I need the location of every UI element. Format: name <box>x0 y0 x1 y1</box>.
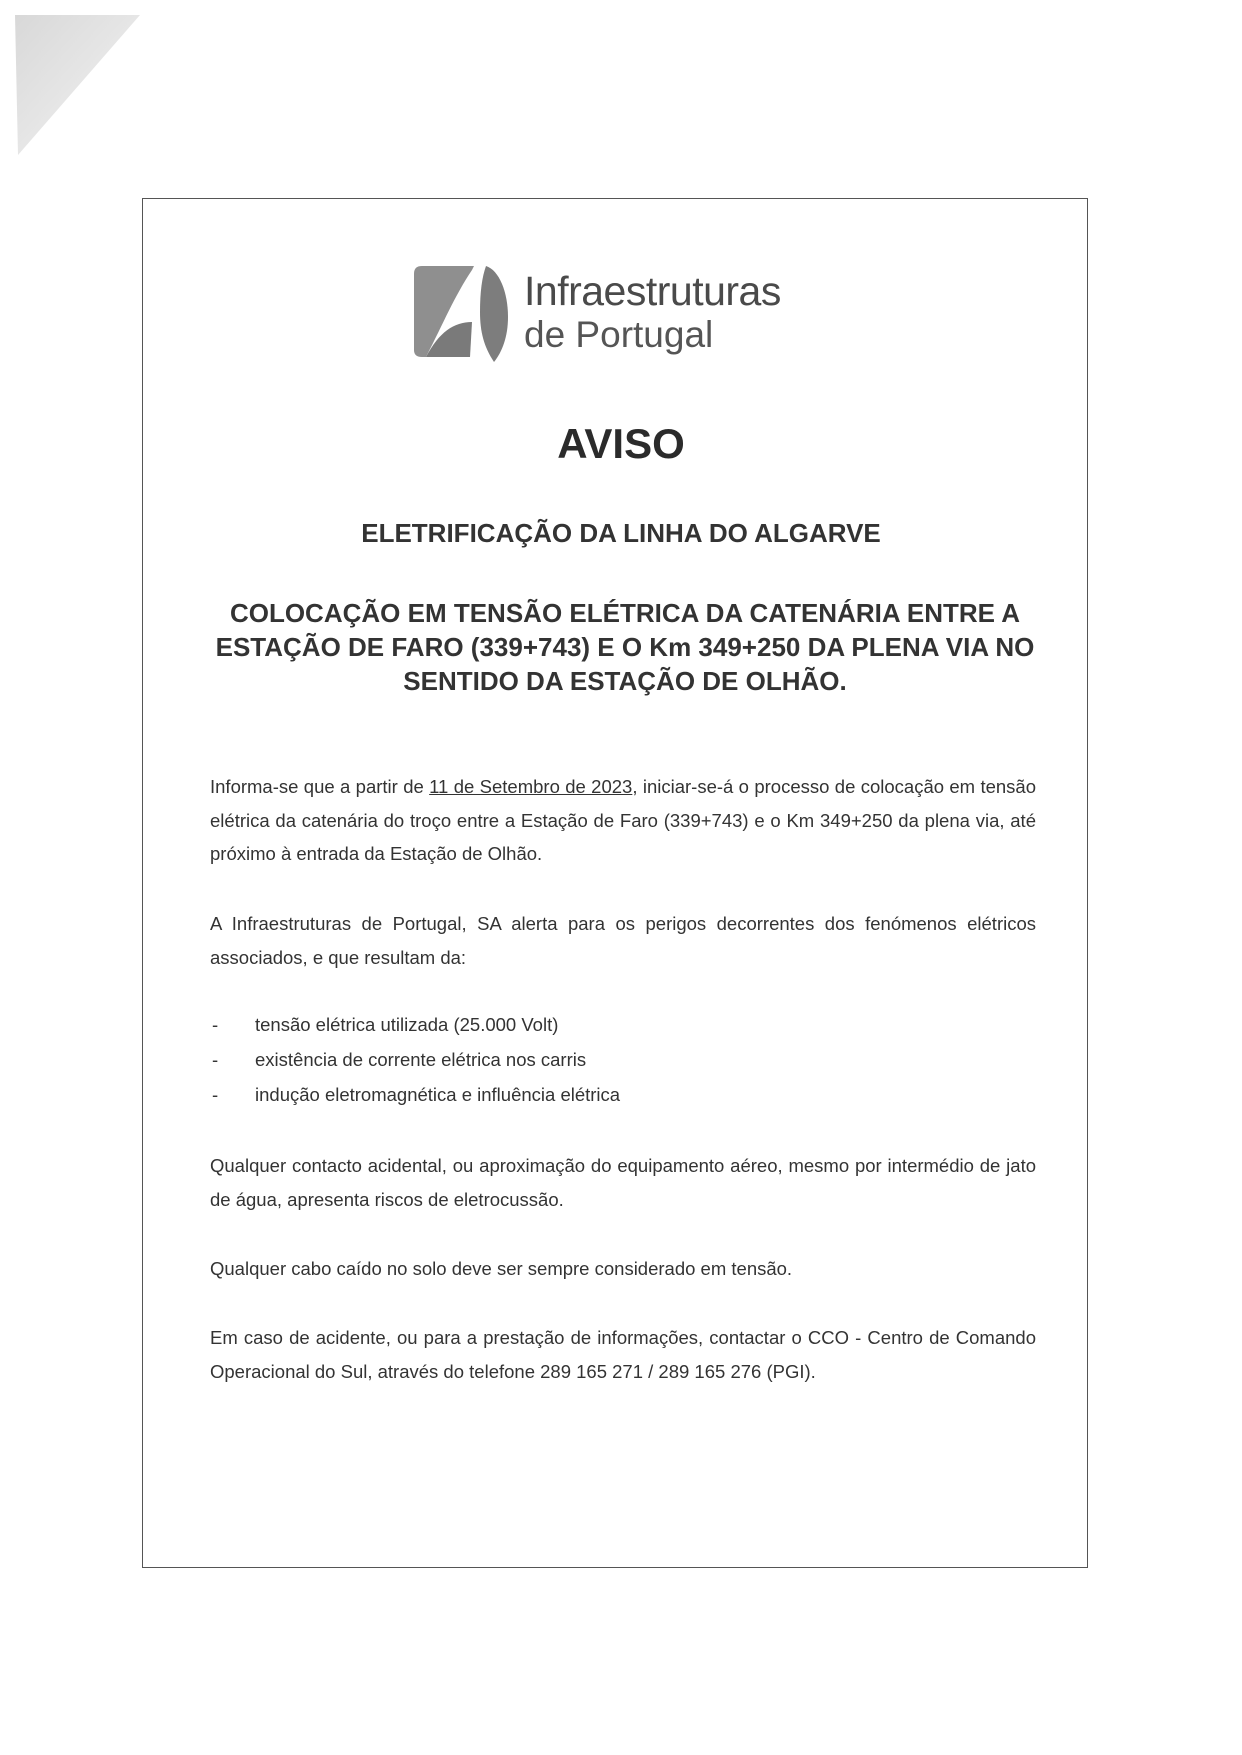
paragraph-contact-risk: Qualquer contacto acidental, ou aproximação do equipamento aéreo, mesmo por intermédio de jato de água, apresenta riscos de eletrocussão. <box>210 1155 1036 1210</box>
bullet-dash: - <box>212 1049 219 1070</box>
start-date: 11 de Setembro de 2023 <box>429 776 633 797</box>
list-item-text: tensão elétrica utilizada (25.000 Volt) <box>255 1014 559 1035</box>
bullet-dash: - <box>212 1014 219 1035</box>
scan-fold-shadow <box>0 0 150 160</box>
notice-heading: ELETRIFICAÇÃO DA LINHA DO ALGARVE <box>361 518 881 548</box>
logo-text-line1: Infraestruturas <box>524 268 781 314</box>
list-item-text: indução eletromagnética e influência elétrica <box>255 1084 621 1105</box>
paragraph-contact-info: Em caso de acidente, ou para a prestação de informações, contactar o CCO - Centro de Comando Operacional do Sul, através do telefone 289 165 271 / 289 165 276 (PGI). <box>210 1327 1036 1382</box>
logo-text-line2: de Portugal <box>524 314 714 355</box>
text: , iniciar-se-á o processo de colocação em tensão elétrica da catenária do troço entre a Estação de Faro (339+743) e o Km 349+250 da plena via, até próximo à entrada da Estação de Olhão. <box>210 776 1037 864</box>
paragraph-fallen-cable: Qualquer cabo caído no solo deve ser sempre considerado em tensão. <box>210 1258 793 1279</box>
text: Informa-se que a partir de <box>210 776 430 797</box>
notice-subheading: COLOCAÇÃO EM TENSÃO ELÉTRICA DA CATENÁRIA ENTRE A ESTAÇÃO DE FARO (339+743) E O Km 349+250 DA PLENA VIA NO SENTIDO DA ESTAÇÃO DE OLHÃO. <box>215 598 1035 696</box>
notice-title: AVISO <box>557 420 685 467</box>
company-logo <box>414 262 834 362</box>
logo-mark-icon <box>414 262 514 362</box>
bullet-dash: - <box>212 1084 219 1105</box>
list-item-text: existência de corrente elétrica nos carris <box>255 1049 587 1070</box>
paragraph-hazards-intro: A Infraestruturas de Portugal, SA alerta para os perigos decorrentes dos fenómenos elétricos associados, e que resultam da: <box>210 913 1036 968</box>
paragraph-start-date <box>210 770 1036 871</box>
